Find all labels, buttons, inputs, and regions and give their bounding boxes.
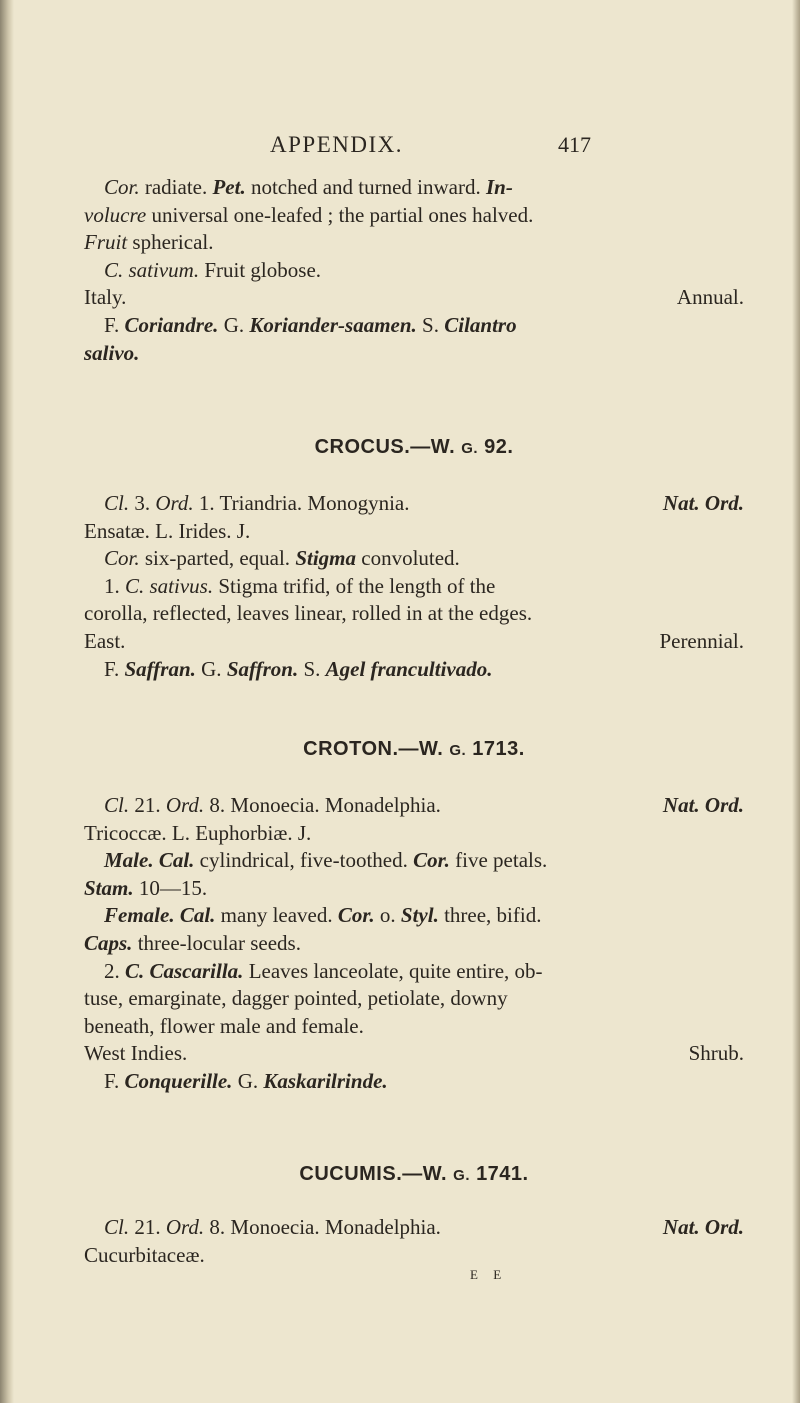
styl-label: Styl. <box>400 903 439 928</box>
ord-label: Ord. <box>155 491 194 515</box>
male-cal-text: cylindrical, five-toothed. <box>194 848 414 873</box>
fruit-text: spherical. <box>127 230 214 255</box>
coriander-names-cont <box>84 340 744 368</box>
crocus-habitat-line <box>84 628 744 656</box>
species-number: 1. <box>104 573 125 598</box>
cucumis-class-line <box>84 1214 744 1242</box>
male-label: Male. <box>104 848 154 873</box>
involucre-label: In- <box>485 175 513 199</box>
female-cor-text: o. <box>374 903 401 928</box>
crocus-class-line <box>84 490 744 518</box>
species-label: C. Cascarilla. <box>125 958 244 983</box>
names-f-label: F. <box>104 656 120 681</box>
cl-label: Cl. <box>104 491 130 515</box>
habitat: East. <box>84 628 126 653</box>
cl-value: 3. <box>129 491 156 515</box>
croton-male-line <box>84 847 744 875</box>
running-head-title: APPENDIX. <box>270 132 403 157</box>
cucumis-heading <box>84 1163 744 1186</box>
caps-text: three-locular seeds. <box>132 930 301 955</box>
cor-text: radiate. <box>139 175 213 199</box>
cl-label: Cl. <box>104 1215 130 1239</box>
page-binding-edge <box>0 0 14 1403</box>
involucre-text: universal one-leafed ; the partial ones halved. <box>146 202 534 227</box>
croton-species-line <box>84 958 744 986</box>
female-cal-label: Cal. <box>179 903 216 928</box>
signature-mark: E E <box>470 1267 508 1282</box>
page-right-edge <box>792 0 800 1403</box>
cor-label: Cor. <box>104 175 140 199</box>
crocus-names-line <box>84 656 744 684</box>
nat-ord-label: Nat. Ord. <box>662 1215 744 1239</box>
crocus-heading-sc: G. <box>461 440 479 457</box>
female-label: Female. <box>104 903 175 928</box>
cor-label: Cor. <box>104 546 140 571</box>
stam-text: 10—15. <box>133 875 208 900</box>
croton-family-line: Tricoccæ. L. Euphorbiæ. J. <box>84 820 312 845</box>
croton-species-cont-1: tuse, emarginate, dagger pointed, petiolate, downy <box>84 986 508 1011</box>
croton-habitat-line <box>84 1040 744 1068</box>
stigma-text: convoluted. <box>356 546 460 571</box>
ord-label: Ord. <box>165 793 205 817</box>
pet-label: Pet. <box>212 175 246 199</box>
names-s-value: Agel francultivado. <box>325 656 493 681</box>
styl-text: three, bifid. <box>438 903 542 928</box>
coriander-names-line <box>84 312 744 340</box>
running-head <box>0 132 800 162</box>
species-text: Leaves lanceolate, quite entire, ob- <box>243 958 543 983</box>
ord-value: 8. Monoecia. Monadelphia. <box>204 793 441 817</box>
names-s-label: S. <box>303 656 321 681</box>
pet-text: notched and turned inward. <box>245 175 486 199</box>
nat-ord-label: Nat. Ord. <box>662 491 744 515</box>
ord-value: 8. Monoecia. Monadelphia. <box>204 1215 441 1239</box>
crocus-family-line: Ensatæ. L. Irides. J. <box>84 518 251 543</box>
cucumis-heading-num: 1741. <box>476 1163 529 1185</box>
croton-heading-num: 1713. <box>472 738 525 760</box>
cl-value: 21. <box>129 793 166 817</box>
habitat: West Indies. <box>84 1041 188 1066</box>
crocus-species-cont: corolla, reflected, leaves linear, rolled in at the edges. <box>84 601 533 626</box>
page-number: 417 <box>558 132 591 157</box>
names-f-value: Conquerille. <box>124 1068 233 1093</box>
croton-heading-sc: G. <box>449 742 467 759</box>
names-g-value: Koriander-saamen. <box>249 312 417 337</box>
caps-label: Caps. <box>84 930 133 955</box>
names-g-label: G. <box>201 656 222 681</box>
croton-female-line <box>84 902 744 930</box>
names-s-value: Cilantro <box>444 312 517 337</box>
cl-label: Cl. <box>104 793 130 817</box>
names-f-value: Coriandre. <box>124 312 219 337</box>
croton-heading <box>84 738 744 761</box>
croton-species-cont-2: beneath, flower male and female. <box>84 1013 364 1038</box>
duration: Annual. <box>676 285 744 310</box>
crocus-cor-line <box>84 545 744 573</box>
cucumis-family-line: Cucurbitaceæ. <box>84 1242 205 1267</box>
coriander-fruit-line <box>84 229 744 257</box>
coriander-section <box>84 174 744 367</box>
cal-label: Cal. <box>158 848 195 873</box>
cl-value: 21. <box>129 1215 166 1239</box>
stigma-label: Stigma <box>295 546 356 571</box>
coriander-cor-line <box>84 174 744 202</box>
croton-heading-main: CROTON.—W. <box>303 738 444 760</box>
fruit-label: Fruit <box>84 230 128 255</box>
croton-names-line <box>84 1068 744 1096</box>
cucumis-heading-main: CUCUMIS.—W. <box>299 1163 448 1185</box>
names-g-label: G. <box>237 1068 259 1093</box>
crocus-section <box>84 490 744 683</box>
croton-caps-line <box>84 930 744 958</box>
croton-section <box>84 792 744 1096</box>
coriander-habitat-line <box>84 284 744 312</box>
crocus-heading-main: CROCUS.—W. <box>314 436 456 458</box>
names-g-value: Kaskarilrinde. <box>263 1068 388 1093</box>
ord-value: 1. Triandria. Monogynia. <box>193 491 410 515</box>
nat-ord-label: Nat. Ord. <box>662 793 744 817</box>
croton-stamen-line <box>84 875 744 903</box>
crocus-species-line <box>84 573 744 601</box>
cor-text: six-parted, equal. <box>139 546 296 571</box>
species-label: C. sativus. <box>125 573 214 598</box>
cucumis-section <box>84 1214 744 1269</box>
names-f-label: F. <box>104 1068 120 1093</box>
names-s-label: S. <box>422 312 439 337</box>
female-cor-label: Cor. <box>337 903 375 928</box>
names-s-value-cont: salivo. <box>84 340 140 365</box>
species-text: Stigma trifid, of the length of the <box>213 573 496 598</box>
duration: Shrub. <box>688 1041 744 1066</box>
names-f-label: F. <box>104 312 120 337</box>
male-cor-text: five petals. <box>449 848 548 873</box>
species-number: 2. <box>104 958 125 983</box>
involucre-label-cont: volucre <box>84 202 147 227</box>
species-text: Fruit globose. <box>199 257 322 282</box>
species-label: C. sativum. <box>104 257 200 282</box>
habitat: Italy. <box>84 285 127 310</box>
stam-label: Stam. <box>84 875 134 900</box>
croton-class-line <box>84 792 744 820</box>
crocus-heading <box>84 436 744 459</box>
names-g-label: G. <box>223 312 245 337</box>
cucumis-heading-sc: G. <box>453 1167 470 1184</box>
ord-label: Ord. <box>165 1215 205 1239</box>
coriander-involucre-line <box>84 202 744 230</box>
female-cal-text: many leaved. <box>215 903 338 928</box>
crocus-heading-num: 92. <box>484 436 514 458</box>
cor-label: Cor. <box>413 848 450 873</box>
names-f-value: Saffran. <box>124 656 196 681</box>
coriander-species-line <box>84 257 744 285</box>
duration: Perennial. <box>659 628 744 653</box>
names-g-value: Saffron. <box>226 656 299 681</box>
